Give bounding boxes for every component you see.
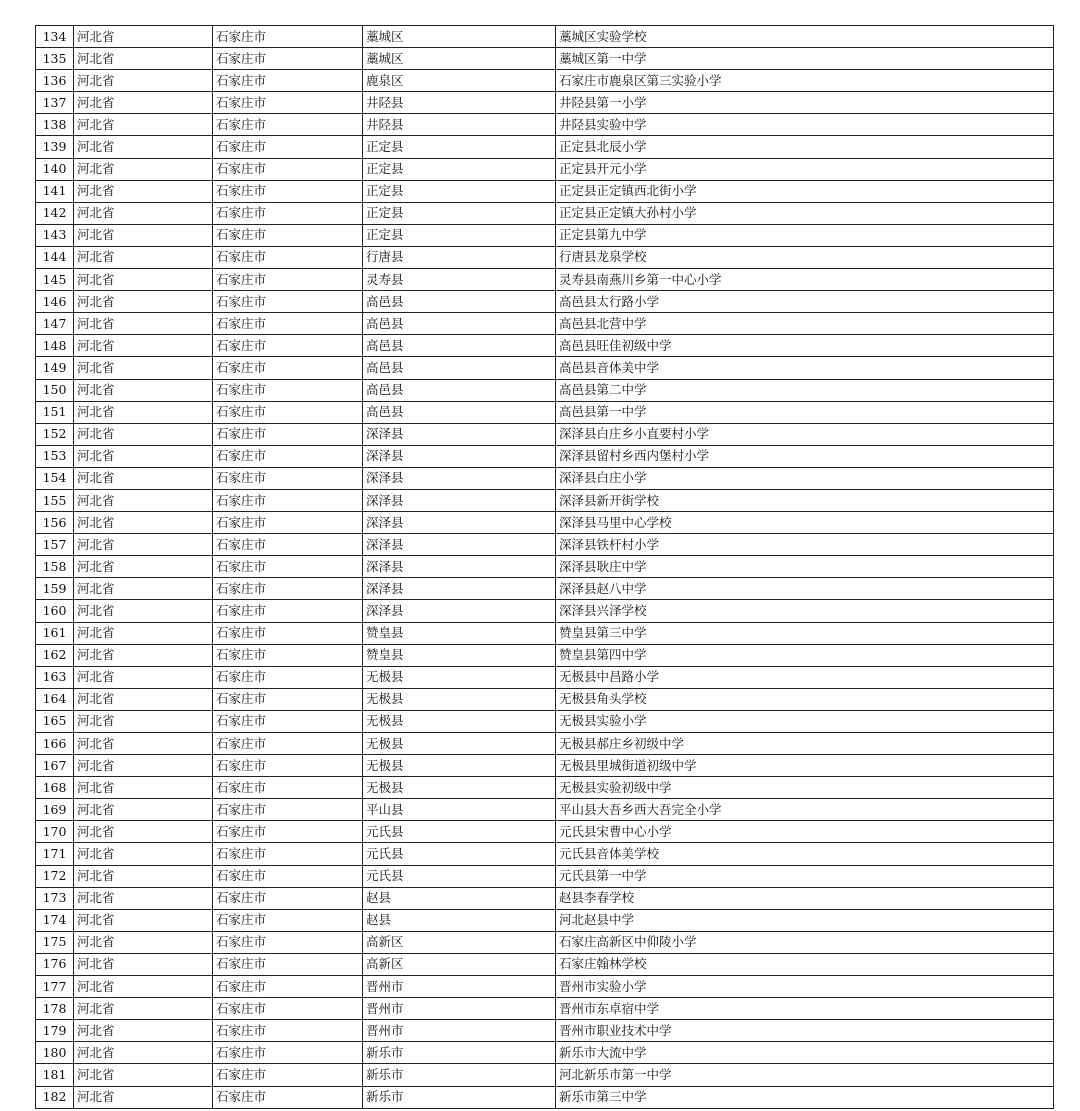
province-cell: 河北省 bbox=[74, 931, 213, 953]
district-cell: 高邑县 bbox=[363, 335, 556, 357]
province-cell: 河北省 bbox=[74, 269, 213, 291]
table-row bbox=[36, 512, 1054, 534]
province-cell: 河北省 bbox=[74, 865, 213, 887]
province-cell: 河北省 bbox=[74, 224, 213, 246]
city-cell: 石家庄市 bbox=[213, 48, 363, 70]
province-cell: 河北省 bbox=[74, 423, 213, 445]
district-cell: 赵县 bbox=[363, 887, 556, 909]
table-row bbox=[36, 998, 1054, 1020]
district-cell: 赞皇县 bbox=[363, 644, 556, 666]
school-name-cell: 藁城区实验学校 bbox=[556, 26, 1054, 48]
city-cell: 石家庄市 bbox=[213, 578, 363, 600]
city-cell: 石家庄市 bbox=[213, 269, 363, 291]
table-row bbox=[36, 909, 1054, 931]
city-cell: 石家庄市 bbox=[213, 799, 363, 821]
school-name-cell: 元氏县宋曹中心小学 bbox=[556, 821, 1054, 843]
row-number-cell: 177 bbox=[36, 976, 74, 998]
district-cell: 井陉县 bbox=[363, 114, 556, 136]
province-cell: 河北省 bbox=[74, 70, 213, 92]
row-number-cell: 150 bbox=[36, 379, 74, 401]
school-name-cell: 石家庄市鹿泉区第三实验小学 bbox=[556, 70, 1054, 92]
row-number-cell: 141 bbox=[36, 180, 74, 202]
city-cell: 石家庄市 bbox=[213, 534, 363, 556]
city-cell: 石家庄市 bbox=[213, 224, 363, 246]
school-name-cell: 晋州市职业技术中学 bbox=[556, 1020, 1054, 1042]
district-cell: 深泽县 bbox=[363, 534, 556, 556]
city-cell: 石家庄市 bbox=[213, 556, 363, 578]
district-cell: 高新区 bbox=[363, 953, 556, 975]
district-cell: 无极县 bbox=[363, 755, 556, 777]
table-row bbox=[36, 622, 1054, 644]
district-cell: 藁城区 bbox=[363, 48, 556, 70]
district-cell: 高邑县 bbox=[363, 291, 556, 313]
district-cell: 晋州市 bbox=[363, 976, 556, 998]
city-cell: 石家庄市 bbox=[213, 313, 363, 335]
district-cell: 深泽县 bbox=[363, 489, 556, 511]
row-number-cell: 142 bbox=[36, 202, 74, 224]
table-row bbox=[36, 1020, 1054, 1042]
school-name-cell: 晋州市实验小学 bbox=[556, 976, 1054, 998]
row-number-cell: 181 bbox=[36, 1064, 74, 1086]
row-number-cell: 154 bbox=[36, 467, 74, 489]
district-cell: 深泽县 bbox=[363, 600, 556, 622]
city-cell: 石家庄市 bbox=[213, 976, 363, 998]
province-cell: 河北省 bbox=[74, 489, 213, 511]
district-cell: 深泽县 bbox=[363, 578, 556, 600]
row-number-cell: 136 bbox=[36, 70, 74, 92]
school-name-cell: 高邑县第二中学 bbox=[556, 379, 1054, 401]
table-row bbox=[36, 1042, 1054, 1064]
table-row bbox=[36, 357, 1054, 379]
school-name-cell: 深泽县马里中心学校 bbox=[556, 512, 1054, 534]
city-cell: 石家庄市 bbox=[213, 733, 363, 755]
row-number-cell: 161 bbox=[36, 622, 74, 644]
school-name-cell: 深泽县留村乡西内堡村小学 bbox=[556, 445, 1054, 467]
table-row bbox=[36, 843, 1054, 865]
province-cell: 河北省 bbox=[74, 777, 213, 799]
row-number-cell: 145 bbox=[36, 269, 74, 291]
table-row bbox=[36, 931, 1054, 953]
city-cell: 石家庄市 bbox=[213, 401, 363, 423]
district-cell: 无极县 bbox=[363, 666, 556, 688]
city-cell: 石家庄市 bbox=[213, 865, 363, 887]
table-row bbox=[36, 158, 1054, 180]
province-cell: 河北省 bbox=[74, 534, 213, 556]
district-cell: 正定县 bbox=[363, 136, 556, 158]
school-name-cell: 藁城区第一中学 bbox=[556, 48, 1054, 70]
province-cell: 河北省 bbox=[74, 1020, 213, 1042]
district-cell: 深泽县 bbox=[363, 512, 556, 534]
province-cell: 河北省 bbox=[74, 1042, 213, 1064]
city-cell: 石家庄市 bbox=[213, 291, 363, 313]
table-row bbox=[36, 313, 1054, 335]
school-name-cell: 高邑县太行路小学 bbox=[556, 291, 1054, 313]
school-name-cell: 高邑县北营中学 bbox=[556, 313, 1054, 335]
row-number-cell: 182 bbox=[36, 1086, 74, 1108]
table-row bbox=[36, 26, 1054, 48]
school-name-cell: 新乐市第三中学 bbox=[556, 1086, 1054, 1108]
city-cell: 石家庄市 bbox=[213, 180, 363, 202]
table-row bbox=[36, 953, 1054, 975]
city-cell: 石家庄市 bbox=[213, 1086, 363, 1108]
province-cell: 河北省 bbox=[74, 909, 213, 931]
city-cell: 石家庄市 bbox=[213, 1020, 363, 1042]
city-cell: 石家庄市 bbox=[213, 887, 363, 909]
province-cell: 河北省 bbox=[74, 998, 213, 1020]
province-cell: 河北省 bbox=[74, 202, 213, 224]
table-row bbox=[36, 202, 1054, 224]
school-name-cell: 无极县里城街道初级中学 bbox=[556, 755, 1054, 777]
table-row bbox=[36, 534, 1054, 556]
school-name-cell: 井陉县第一小学 bbox=[556, 92, 1054, 114]
city-cell: 石家庄市 bbox=[213, 600, 363, 622]
row-number-cell: 179 bbox=[36, 1020, 74, 1042]
province-cell: 河北省 bbox=[74, 953, 213, 975]
city-cell: 石家庄市 bbox=[213, 710, 363, 732]
row-number-cell: 139 bbox=[36, 136, 74, 158]
district-cell: 新乐市 bbox=[363, 1064, 556, 1086]
row-number-cell: 174 bbox=[36, 909, 74, 931]
school-name-cell: 深泽县白庄乡小直要村小学 bbox=[556, 423, 1054, 445]
school-name-cell: 无极县实验小学 bbox=[556, 710, 1054, 732]
row-number-cell: 151 bbox=[36, 401, 74, 423]
row-number-cell: 156 bbox=[36, 512, 74, 534]
district-cell: 新乐市 bbox=[363, 1086, 556, 1108]
province-cell: 河北省 bbox=[74, 622, 213, 644]
district-cell: 深泽县 bbox=[363, 467, 556, 489]
district-cell: 正定县 bbox=[363, 224, 556, 246]
row-number-cell: 148 bbox=[36, 335, 74, 357]
district-cell: 无极县 bbox=[363, 733, 556, 755]
city-cell: 石家庄市 bbox=[213, 622, 363, 644]
row-number-cell: 146 bbox=[36, 291, 74, 313]
province-cell: 河北省 bbox=[74, 114, 213, 136]
province-cell: 河北省 bbox=[74, 246, 213, 268]
district-cell: 高邑县 bbox=[363, 313, 556, 335]
city-cell: 石家庄市 bbox=[213, 489, 363, 511]
table-row bbox=[36, 755, 1054, 777]
district-cell: 正定县 bbox=[363, 202, 556, 224]
table-row bbox=[36, 136, 1054, 158]
row-number-cell: 138 bbox=[36, 114, 74, 136]
row-number-cell: 169 bbox=[36, 799, 74, 821]
school-name-cell: 无极县郝庄乡初级中学 bbox=[556, 733, 1054, 755]
table-row bbox=[36, 423, 1054, 445]
province-cell: 河北省 bbox=[74, 92, 213, 114]
district-cell: 元氏县 bbox=[363, 843, 556, 865]
school-name-cell: 平山县大吾乡西大吾完全小学 bbox=[556, 799, 1054, 821]
province-cell: 河北省 bbox=[74, 799, 213, 821]
row-number-cell: 149 bbox=[36, 357, 74, 379]
row-number-cell: 171 bbox=[36, 843, 74, 865]
table-row bbox=[36, 246, 1054, 268]
table-row bbox=[36, 578, 1054, 600]
school-name-cell: 深泽县耿庄中学 bbox=[556, 556, 1054, 578]
row-number-cell: 167 bbox=[36, 755, 74, 777]
school-name-cell: 新乐市大流中学 bbox=[556, 1042, 1054, 1064]
table-row bbox=[36, 269, 1054, 291]
school-name-cell: 深泽县兴泽学校 bbox=[556, 600, 1054, 622]
row-number-cell: 175 bbox=[36, 931, 74, 953]
row-number-cell: 160 bbox=[36, 600, 74, 622]
table-row bbox=[36, 180, 1054, 202]
table-row bbox=[36, 291, 1054, 313]
province-cell: 河北省 bbox=[74, 688, 213, 710]
row-number-cell: 173 bbox=[36, 887, 74, 909]
school-name-cell: 晋州市东卓宿中学 bbox=[556, 998, 1054, 1020]
district-cell: 鹿泉区 bbox=[363, 70, 556, 92]
province-cell: 河北省 bbox=[74, 136, 213, 158]
row-number-cell: 163 bbox=[36, 666, 74, 688]
city-cell: 石家庄市 bbox=[213, 92, 363, 114]
table-row bbox=[36, 644, 1054, 666]
district-cell: 藁城区 bbox=[363, 26, 556, 48]
district-cell: 灵寿县 bbox=[363, 269, 556, 291]
city-cell: 石家庄市 bbox=[213, 467, 363, 489]
row-number-cell: 164 bbox=[36, 688, 74, 710]
province-cell: 河北省 bbox=[74, 335, 213, 357]
city-cell: 石家庄市 bbox=[213, 909, 363, 931]
city-cell: 石家庄市 bbox=[213, 26, 363, 48]
row-number-cell: 153 bbox=[36, 445, 74, 467]
city-cell: 石家庄市 bbox=[213, 953, 363, 975]
city-cell: 石家庄市 bbox=[213, 379, 363, 401]
province-cell: 河北省 bbox=[74, 401, 213, 423]
city-cell: 石家庄市 bbox=[213, 931, 363, 953]
district-cell: 元氏县 bbox=[363, 865, 556, 887]
row-number-cell: 143 bbox=[36, 224, 74, 246]
province-cell: 河北省 bbox=[74, 467, 213, 489]
province-cell: 河北省 bbox=[74, 644, 213, 666]
province-cell: 河北省 bbox=[74, 1086, 213, 1108]
province-cell: 河北省 bbox=[74, 512, 213, 534]
table-row bbox=[36, 379, 1054, 401]
district-cell: 无极县 bbox=[363, 688, 556, 710]
school-name-cell: 石家庄翰林学校 bbox=[556, 953, 1054, 975]
table-row bbox=[36, 887, 1054, 909]
district-cell: 高邑县 bbox=[363, 357, 556, 379]
school-name-cell: 高邑县第一中学 bbox=[556, 401, 1054, 423]
school-name-cell: 正定县正定镇大孙村小学 bbox=[556, 202, 1054, 224]
province-cell: 河北省 bbox=[74, 821, 213, 843]
province-cell: 河北省 bbox=[74, 180, 213, 202]
city-cell: 石家庄市 bbox=[213, 158, 363, 180]
district-cell: 行唐县 bbox=[363, 246, 556, 268]
row-number-cell: 158 bbox=[36, 556, 74, 578]
province-cell: 河北省 bbox=[74, 1064, 213, 1086]
district-cell: 无极县 bbox=[363, 777, 556, 799]
table-row bbox=[36, 865, 1054, 887]
province-cell: 河北省 bbox=[74, 26, 213, 48]
table-row bbox=[36, 48, 1054, 70]
province-cell: 河北省 bbox=[74, 887, 213, 909]
school-name-cell: 赞皇县第四中学 bbox=[556, 644, 1054, 666]
district-cell: 赵县 bbox=[363, 909, 556, 931]
city-cell: 石家庄市 bbox=[213, 821, 363, 843]
school-name-cell: 无极县中昌路小学 bbox=[556, 666, 1054, 688]
school-name-cell: 高邑县音体美中学 bbox=[556, 357, 1054, 379]
district-cell: 无极县 bbox=[363, 710, 556, 732]
table-row bbox=[36, 70, 1054, 92]
row-number-cell: 170 bbox=[36, 821, 74, 843]
province-cell: 河北省 bbox=[74, 578, 213, 600]
district-cell: 新乐市 bbox=[363, 1042, 556, 1064]
province-cell: 河北省 bbox=[74, 48, 213, 70]
province-cell: 河北省 bbox=[74, 556, 213, 578]
table-row bbox=[36, 666, 1054, 688]
school-name-cell: 灵寿县南燕川乡第一中心小学 bbox=[556, 269, 1054, 291]
row-number-cell: 172 bbox=[36, 865, 74, 887]
school-name-cell: 元氏县第一中学 bbox=[556, 865, 1054, 887]
school-name-cell: 石家庄高新区中仰陵小学 bbox=[556, 931, 1054, 953]
city-cell: 石家庄市 bbox=[213, 777, 363, 799]
row-number-cell: 135 bbox=[36, 48, 74, 70]
city-cell: 石家庄市 bbox=[213, 445, 363, 467]
province-cell: 河北省 bbox=[74, 600, 213, 622]
city-cell: 石家庄市 bbox=[213, 423, 363, 445]
city-cell: 石家庄市 bbox=[213, 755, 363, 777]
table-row bbox=[36, 335, 1054, 357]
province-cell: 河北省 bbox=[74, 976, 213, 998]
district-cell: 高新区 bbox=[363, 931, 556, 953]
row-number-cell: 152 bbox=[36, 423, 74, 445]
row-number-cell: 168 bbox=[36, 777, 74, 799]
table-row bbox=[36, 489, 1054, 511]
table-row bbox=[36, 710, 1054, 732]
district-cell: 晋州市 bbox=[363, 1020, 556, 1042]
city-cell: 石家庄市 bbox=[213, 335, 363, 357]
row-number-cell: 180 bbox=[36, 1042, 74, 1064]
province-cell: 河北省 bbox=[74, 158, 213, 180]
city-cell: 石家庄市 bbox=[213, 644, 363, 666]
table-row bbox=[36, 556, 1054, 578]
table-row bbox=[36, 688, 1054, 710]
table-row bbox=[36, 733, 1054, 755]
province-cell: 河北省 bbox=[74, 666, 213, 688]
school-name-cell: 正定县开元小学 bbox=[556, 158, 1054, 180]
province-cell: 河北省 bbox=[74, 313, 213, 335]
school-list-table bbox=[35, 25, 1054, 1109]
province-cell: 河北省 bbox=[74, 445, 213, 467]
table-row bbox=[36, 777, 1054, 799]
school-name-cell: 行唐县龙泉学校 bbox=[556, 246, 1054, 268]
row-number-cell: 137 bbox=[36, 92, 74, 114]
district-cell: 赞皇县 bbox=[363, 622, 556, 644]
table-row bbox=[36, 600, 1054, 622]
province-cell: 河北省 bbox=[74, 291, 213, 313]
province-cell: 河北省 bbox=[74, 733, 213, 755]
city-cell: 石家庄市 bbox=[213, 114, 363, 136]
school-name-cell: 元氏县音体美学校 bbox=[556, 843, 1054, 865]
school-name-cell: 无极县角头学校 bbox=[556, 688, 1054, 710]
school-name-cell: 深泽县铁杆村小学 bbox=[556, 534, 1054, 556]
district-cell: 正定县 bbox=[363, 180, 556, 202]
row-number-cell: 162 bbox=[36, 644, 74, 666]
district-cell: 高邑县 bbox=[363, 401, 556, 423]
table-row bbox=[36, 224, 1054, 246]
province-cell: 河北省 bbox=[74, 755, 213, 777]
district-cell: 深泽县 bbox=[363, 445, 556, 467]
row-number-cell: 140 bbox=[36, 158, 74, 180]
table-body bbox=[36, 26, 1054, 1109]
city-cell: 石家庄市 bbox=[213, 1064, 363, 1086]
district-cell: 元氏县 bbox=[363, 821, 556, 843]
school-name-cell: 正定县北辰小学 bbox=[556, 136, 1054, 158]
district-cell: 高邑县 bbox=[363, 379, 556, 401]
city-cell: 石家庄市 bbox=[213, 666, 363, 688]
row-number-cell: 157 bbox=[36, 534, 74, 556]
table-row bbox=[36, 114, 1054, 136]
district-cell: 晋州市 bbox=[363, 998, 556, 1020]
province-cell: 河北省 bbox=[74, 710, 213, 732]
school-name-cell: 正定县正定镇西北街小学 bbox=[556, 180, 1054, 202]
city-cell: 石家庄市 bbox=[213, 512, 363, 534]
district-cell: 深泽县 bbox=[363, 556, 556, 578]
school-name-cell: 井陉县实验中学 bbox=[556, 114, 1054, 136]
city-cell: 石家庄市 bbox=[213, 998, 363, 1020]
school-name-cell: 无极县实验初级中学 bbox=[556, 777, 1054, 799]
school-name-cell: 河北赵县中学 bbox=[556, 909, 1054, 931]
table-row bbox=[36, 401, 1054, 423]
school-name-cell: 赞皇县第三中学 bbox=[556, 622, 1054, 644]
district-cell: 平山县 bbox=[363, 799, 556, 821]
city-cell: 石家庄市 bbox=[213, 246, 363, 268]
city-cell: 石家庄市 bbox=[213, 357, 363, 379]
school-name-cell: 赵县李春学校 bbox=[556, 887, 1054, 909]
row-number-cell: 165 bbox=[36, 710, 74, 732]
table-row bbox=[36, 445, 1054, 467]
school-name-cell: 正定县第九中学 bbox=[556, 224, 1054, 246]
row-number-cell: 147 bbox=[36, 313, 74, 335]
row-number-cell: 155 bbox=[36, 489, 74, 511]
province-cell: 河北省 bbox=[74, 843, 213, 865]
city-cell: 石家庄市 bbox=[213, 1042, 363, 1064]
row-number-cell: 176 bbox=[36, 953, 74, 975]
district-cell: 深泽县 bbox=[363, 423, 556, 445]
table-row bbox=[36, 799, 1054, 821]
city-cell: 石家庄市 bbox=[213, 70, 363, 92]
table-row bbox=[36, 467, 1054, 489]
row-number-cell: 178 bbox=[36, 998, 74, 1020]
school-name-cell: 河北新乐市第一中学 bbox=[556, 1064, 1054, 1086]
district-cell: 正定县 bbox=[363, 158, 556, 180]
row-number-cell: 134 bbox=[36, 26, 74, 48]
province-cell: 河北省 bbox=[74, 379, 213, 401]
table-row bbox=[36, 976, 1054, 998]
school-name-cell: 深泽县赵八中学 bbox=[556, 578, 1054, 600]
city-cell: 石家庄市 bbox=[213, 136, 363, 158]
school-name-cell: 高邑县旺佳初级中学 bbox=[556, 335, 1054, 357]
province-cell: 河北省 bbox=[74, 357, 213, 379]
row-number-cell: 166 bbox=[36, 733, 74, 755]
school-name-cell: 深泽县新开街学校 bbox=[556, 489, 1054, 511]
row-number-cell: 159 bbox=[36, 578, 74, 600]
school-name-cell: 深泽县白庄小学 bbox=[556, 467, 1054, 489]
table-row bbox=[36, 1064, 1054, 1086]
table-row bbox=[36, 821, 1054, 843]
table-row bbox=[36, 92, 1054, 114]
city-cell: 石家庄市 bbox=[213, 688, 363, 710]
city-cell: 石家庄市 bbox=[213, 843, 363, 865]
row-number-cell: 144 bbox=[36, 246, 74, 268]
district-cell: 井陉县 bbox=[363, 92, 556, 114]
city-cell: 石家庄市 bbox=[213, 202, 363, 224]
table-row bbox=[36, 1086, 1054, 1108]
